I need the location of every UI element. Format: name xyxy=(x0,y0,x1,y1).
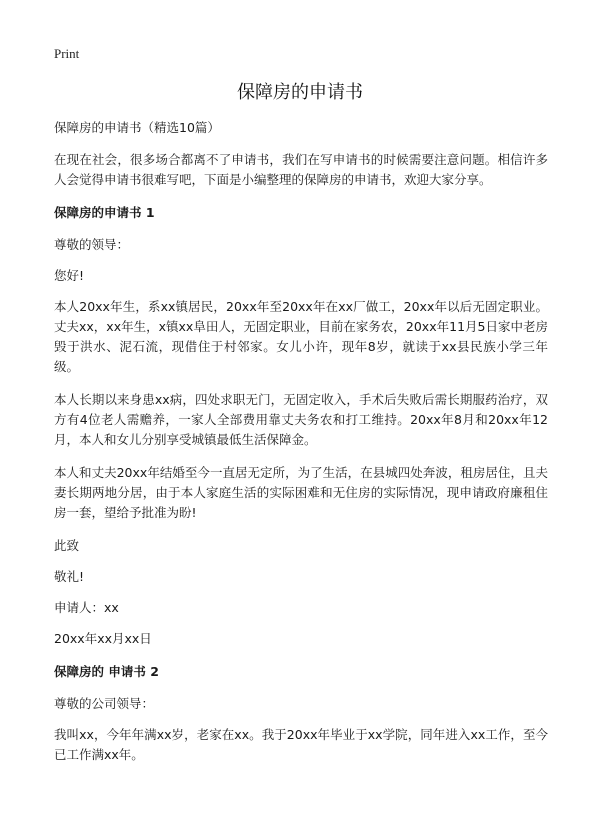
section-2-heading: 保障房的 申请书 2 xyxy=(54,664,159,679)
section-1-salutation: 尊敬的领导： xyxy=(54,237,130,252)
section-2-paragraph-1: 我叫xx，今年年满xx岁，老家在xx。我于20xx年毕业于xx学院，同年进入xx工作，至今已工作满xx年。 xyxy=(54,727,548,762)
intro-paragraph: 在现在社会，很多场合都离不了申请书，我们在写申请书的时候需要注意问题。相信许多人会觉得申请书很难写吧，下面是小编整理的保障房的申请书，欢迎大家分享。 xyxy=(54,152,548,187)
section-1-applicant: 申请人：xx xyxy=(54,600,119,615)
document-subtitle: 保障房的申请书（精选10篇） xyxy=(54,120,220,135)
section-2-salutation: 尊敬的公司领导： xyxy=(54,696,155,711)
section-1-greeting: 您好! xyxy=(54,268,85,283)
section-1-closing-1: 此致 xyxy=(54,538,80,553)
section-1-paragraph-1: 本人20xx年生，系xx镇居民，20xx年至20xx年在xx厂做工，20xx年以后无固定职业。丈夫xx，xx年生，x镇xx阜田人，无固定职业，目前在家务农，20xx年11月5日家中老房毁于洪水、泥石流，现借住于村邻家。女儿小许，现年8岁，就读于xx县民族小学三年级。 xyxy=(54,299,548,374)
document-body xyxy=(54,118,548,778)
section-1-paragraph-3: 本人和丈夫20xx年结婚至今一直居无定所，为了生活，在县城四处奔波，租房居住，且夫妻长期两地分居，由于本人家庭生活的实际困难和无住房的实际情况，现申请政府廉租住房一套，望给予批准为盼! xyxy=(54,465,548,520)
print-link[interactable]: Print xyxy=(54,46,80,61)
section-1-date: 20xx年xx月xx日 xyxy=(54,631,152,646)
section-1-heading: 保障房的申请书 1 xyxy=(54,205,155,220)
page-title: 保障房的申请书 xyxy=(237,82,363,103)
section-1-paragraph-2: 本人长期以来身患xx病，四处求职无门，无固定收入，手术后失败后需长期服药治疗，双方有4位老人需赡养，一家人全部费用靠丈夫务农和打工维持。20xx年8月和20xx年12月，本人和女儿分别享受城镇最低生活保障金。 xyxy=(54,392,548,447)
section-1-closing-2: 敬礼! xyxy=(54,569,85,584)
